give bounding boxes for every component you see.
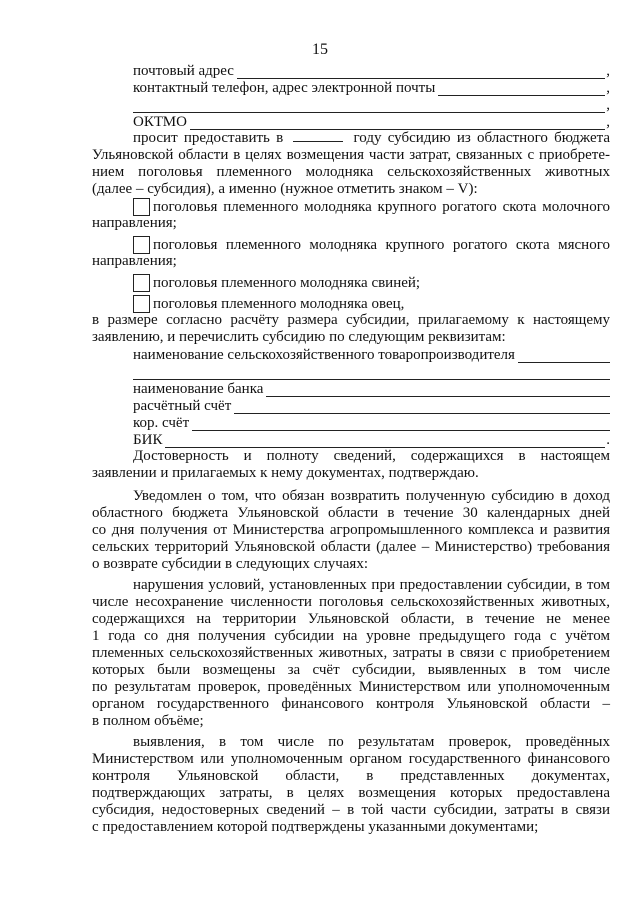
producer-row (92, 346, 610, 363)
producer-label: наименование сельскохозяйственного товаропроизводителя (133, 347, 515, 363)
case1-line-4: 1 года со дня получения субсидии на уровне предыдущего года с учётом (92, 628, 610, 644)
document-body (92, 62, 610, 836)
option-sheep[interactable]: поголовья племенного молодняка овец, (92, 295, 610, 312)
checkbox-sheep[interactable] (133, 295, 150, 313)
option-dairy[interactable]: поголовья племенного молодняка крупного рогатого скота молочного (92, 198, 610, 215)
request-line-4: (далее – субсидия), а именно (нужное отметить знаком – V): (92, 181, 478, 197)
producer-blank-2 (133, 368, 610, 380)
confirm-line-1: Достоверность и полноту сведений, содержащихся в настоящем (133, 448, 610, 464)
account-row (92, 397, 610, 414)
notice-line-4: сельских территорий Ульяновской области (далее – Министерство) требования (92, 539, 610, 555)
request-line-3: нием поголовья племенного молодняка сельскохозяйственных животных (92, 164, 610, 180)
contact-row-2: , (92, 96, 610, 113)
case2-line-4: подтверждающих затраты, в целях возмещения которых предоставлена (92, 785, 610, 801)
case1-line-2: числе несохранение численности поголовья сельскохозяйственных животных, (92, 594, 610, 610)
page-number: 15 (312, 41, 328, 58)
contact-blank-2 (133, 101, 605, 113)
case1-line-8: органом государственного финансового контроля Ульяновской области – (92, 696, 610, 712)
confirm-line-2: заявлении и прилагаемых к нему документах, подтверждаю. (92, 465, 479, 481)
option-dairy-line-2: направления; (92, 215, 177, 231)
notice-line-1: Уведомлен о том, что обязан возвратить полученную субсидию в доход (133, 488, 610, 504)
postal-address-row: почтовый адрес , (133, 63, 610, 79)
corr-account-blank (192, 419, 610, 431)
bank-blank (266, 385, 610, 397)
oktmo-label: ОКТМО (133, 114, 187, 130)
option-pigs[interactable]: поголовья племенного молодняка свиней; (92, 274, 610, 291)
request-line-2: Ульяновской области в целях возмещения части затрат, связанных с приобрете- (92, 147, 610, 163)
case1-line-1: нарушения условий, установленных при предоставлении субсидии, в том (133, 577, 610, 593)
notice-line-5: о возврате субсидии в следующих случаях: (92, 556, 368, 572)
bank-label: наименование банка (133, 381, 264, 397)
after-line-2: заявлению, и перечислить субсидию по следующим реквизитам: (92, 329, 506, 345)
account-label: расчётный счёт (133, 398, 232, 414)
case2-line-2: Министерством или уполномоченным органом государственного финансового (92, 751, 610, 767)
producer-row-2 (92, 363, 610, 380)
case2-line-1: выявления, в том числе по результатам проверок, проведённых (133, 734, 610, 750)
request-line-1: просит предоставить в году субсидию из областного бюджета (133, 130, 610, 146)
option-beef-line-2: направления; (92, 253, 177, 269)
postal-address-label: почтовый адрес (133, 63, 234, 79)
case1-line-5: племенных сельскохозяйственных животных, затраты в связи с приобретением (92, 645, 610, 661)
oktmo-blank (190, 118, 605, 130)
corr-account-row (92, 414, 610, 431)
case2-line-6: с предоставлением которой подтверждены указанными документами; (92, 819, 539, 835)
contact-row: контактный телефон, адрес электронной почты , (133, 80, 610, 96)
option-beef[interactable]: поголовья племенного молодняка крупного рогатого скота мясного (92, 236, 610, 253)
bank-row (92, 380, 610, 397)
checkbox-dairy[interactable] (133, 198, 150, 216)
year-blank (293, 130, 343, 142)
oktmo-row: ОКТМО , (133, 114, 610, 130)
contact-blank (438, 84, 605, 96)
case1-line-9: в полном объёме; (92, 713, 204, 729)
account-blank (234, 402, 610, 414)
notice-line-3: со дня получения от Министерства агропромышленного комплекса и развития (92, 522, 610, 538)
case2-line-5: субсидия, недостоверных сведений – в той части субсидии, затраты в связи (92, 802, 610, 818)
checkbox-beef[interactable] (133, 236, 150, 254)
notice-line-2: областного бюджета Ульяновской области в течение 30 календарных дней (92, 505, 610, 521)
case1-line-3: содержащихся на территории Ульяновской области, в течение не менее (92, 611, 610, 627)
corr-account-label: кор. счёт (133, 415, 190, 431)
case2-line-3: контроля Ульяновской области, в представленных документах, (92, 768, 610, 784)
postal-address-blank (237, 67, 605, 79)
contact-label: контактный телефон, адрес электронной почты (133, 80, 436, 96)
after-line-1: в размере согласно расчёту размера субсидии, прилагаемому к настоящему (92, 312, 610, 328)
bik-row: БИК . (133, 432, 610, 448)
producer-blank (518, 351, 610, 363)
bik-label: БИК (133, 432, 163, 448)
case1-line-6: которых были возмещены за счёт субсидии, выявленных в том числе (92, 662, 610, 678)
bik-blank (165, 436, 605, 448)
case1-line-7: по результатам проверок, проведённых Министерством или уполномоченным (92, 679, 610, 695)
checkbox-pigs[interactable] (133, 274, 150, 292)
